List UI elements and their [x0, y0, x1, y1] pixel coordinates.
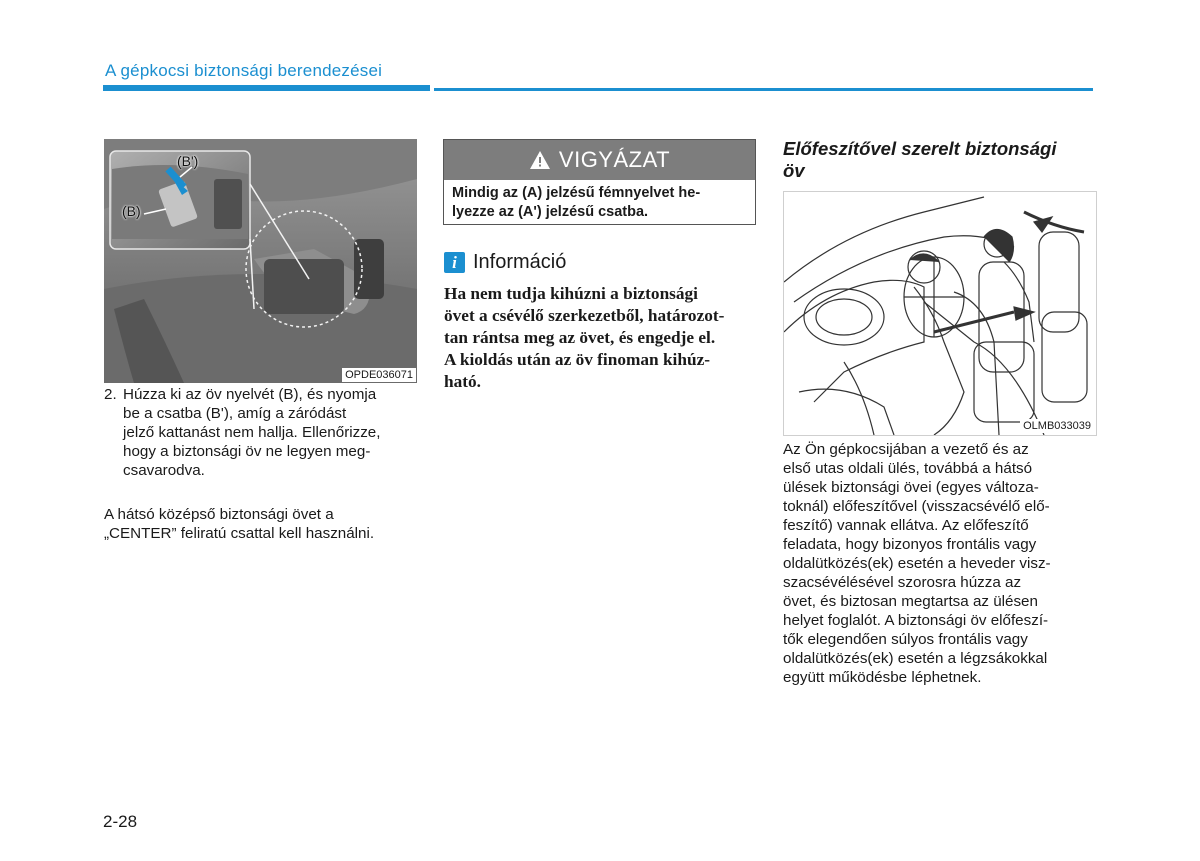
- center-buckle-note: [104, 505, 417, 543]
- info-line: tan rántsa meg az övet, és engedje el.: [444, 328, 716, 347]
- warning-header: [444, 140, 755, 180]
- note-line: „CENTER” feliratú csattal kell használni.: [104, 525, 375, 542]
- body-line: tők elegendően súlyos frontális vagy: [783, 631, 1028, 648]
- section-title-line: öv: [783, 160, 805, 181]
- body-line: helyet foglalót. A biztonsági öv előfeszí-: [783, 612, 1049, 629]
- body-line: szacsévélésével szorosra húzza az: [783, 574, 1022, 591]
- warning-title: VIGYÁZAT: [558, 147, 671, 172]
- step-line: hogy a biztonsági öv ne legyen meg-: [123, 443, 371, 460]
- warning-triangle-icon: [529, 150, 551, 170]
- info-text: [444, 283, 757, 393]
- car-interior-drawing: [784, 192, 1096, 435]
- page-number: 2-28: [103, 812, 138, 831]
- step-line: csavarodva.: [123, 462, 205, 479]
- warning-line: Mindig az (A) jelzésű fémnyelvet he-: [452, 185, 701, 201]
- header-rule-thick: [103, 85, 430, 91]
- body-line: együtt működésbe léphetnek.: [783, 669, 982, 686]
- step-instruction: [104, 385, 417, 480]
- step-line: jelző kattanást nem hallja. Ellenőrizze,: [123, 424, 381, 441]
- photo-code: OPDE036071: [342, 368, 416, 382]
- step-line: be a csatba (B'), amíg a záródást: [123, 405, 347, 422]
- header-title: A gépkocsi biztonsági berendezései: [105, 61, 383, 80]
- info-line: A kioldás után az öv finoman kihúz-: [444, 350, 711, 369]
- step-line: Húzza ki az öv nyelvét (B), és nyomja: [123, 386, 377, 403]
- body-line: feszítő) vannak ellátva. Az előfeszítő: [783, 517, 1029, 534]
- pretensioner-illustration: [783, 191, 1097, 436]
- header-rule-thin: [434, 88, 1093, 91]
- body-line: első utas oldali ülés, továbbá a hátsó: [783, 460, 1033, 477]
- info-heading: [444, 251, 566, 274]
- step-number: 2.: [104, 386, 117, 403]
- seatbelt-buckle-illustration: [104, 139, 417, 383]
- label-b-prime: (B'): [177, 153, 199, 169]
- body-line: feladata, hogy bizonyos frontális vagy: [783, 536, 1037, 553]
- step-text: [123, 385, 417, 480]
- pretensioner-description: [783, 440, 1096, 687]
- warning-box: [443, 139, 756, 225]
- section-title: [783, 138, 1093, 182]
- body-line: övet, és biztosan megtartsa az ülésen: [783, 593, 1038, 610]
- body-line: toknál) előfeszítővel (visszacsévélő elő-: [783, 498, 1050, 515]
- seatbelt-buckle-photo: [104, 139, 417, 383]
- note-line: A hátsó középső biztonsági övet a: [104, 506, 334, 523]
- info-line: Ha nem tudja kihúzni a biztonsági: [444, 284, 698, 303]
- body-line: oldalütközés(ek) esetén a heveder visz-: [783, 555, 1051, 572]
- body-line: ülések biztonsági övei (egyes változa-: [783, 479, 1039, 496]
- body-line: oldalütközés(ek) esetén a légzsákokkal: [783, 650, 1048, 667]
- label-b: (B): [122, 203, 141, 219]
- info-line: ható.: [444, 372, 481, 391]
- section-title-line: Előfeszítővel szerelt biztonsági: [783, 138, 1057, 159]
- illustration-code: OLMB033039: [1020, 419, 1094, 433]
- warning-text: [444, 180, 755, 222]
- body-line: Az Ön gépkocsijában a vezető és az: [783, 441, 1029, 458]
- warning-line: lyezze az (A') jelzésű csatba.: [452, 204, 649, 220]
- info-line: övet a csévélő szerkezetből, határozot-: [444, 306, 725, 325]
- info-title: Információ: [473, 251, 567, 273]
- info-icon: i: [444, 252, 465, 273]
